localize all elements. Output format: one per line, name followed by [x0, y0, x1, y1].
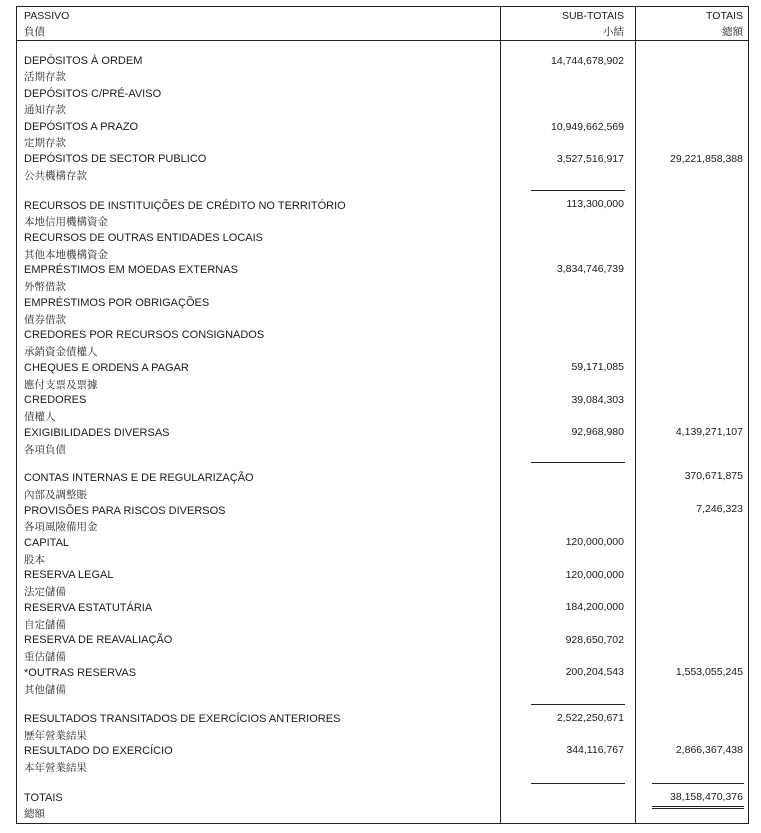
row-subtotal: 10,949,662,569 [551, 121, 624, 133]
subtotal-underline [531, 704, 625, 705]
row-label-zh: 歷年營業結果 [24, 730, 87, 742]
row-label: DEPÓSITOS DE SECTOR PUBLICO [24, 153, 207, 165]
row-label-zh: 總額 [24, 808, 45, 820]
row-total: 370,671,875 [684, 470, 743, 482]
row-label: DEPÓSITOS C/PRÉ-AVISO [24, 88, 162, 100]
row-label-zh: 法定儲備 [24, 586, 66, 598]
row-label-zh: 外幣借款 [24, 281, 66, 293]
row-total: 1,553,055,245 [675, 666, 743, 678]
header-passivo: PASSIVO [24, 10, 70, 22]
row-total: 38,158,470,376 [670, 791, 743, 803]
row-label-zh: 債券借款 [24, 314, 66, 326]
row-label: PROVISÕES PARA RISCOS DIVERSOS [24, 505, 226, 517]
row-label: RESERVA LEGAL [24, 569, 114, 581]
row-label: EXIGIBILIDADES DIVERSAS [24, 427, 170, 439]
row-subtotal: 344,116,767 [566, 744, 624, 756]
row-label: TOTAIS [24, 792, 63, 804]
total-double-underline [652, 806, 744, 807]
row-subtotal: 120,000,000 [565, 536, 624, 548]
row-subtotal: 59,171,085 [571, 361, 624, 373]
row-label: DEPÓSITOS A PRAZO [24, 121, 139, 133]
row-label: RESERVA DE REAVALIAÇÃO [24, 634, 173, 646]
row-subtotal: 113,300,000 [566, 198, 624, 210]
row-label-zh: 通知存款 [24, 104, 66, 116]
subtotal-underline [531, 462, 625, 463]
row-label-zh: 重估儲備 [24, 651, 66, 663]
row-subtotal: 200,204,543 [565, 666, 624, 678]
row-label: CHEQUES E ORDENS A PAGAR [24, 362, 189, 374]
row-label: EMPRÉSTIMOS POR OBRIGAÇÕES [24, 297, 210, 309]
row-subtotal: 3,834,746,739 [556, 263, 624, 275]
row-label-zh: 債權人 [24, 411, 56, 423]
row-total: 2,866,367,438 [675, 744, 743, 756]
row-label: CREDORES [24, 394, 87, 406]
row-subtotal: 14,744,678,902 [551, 55, 624, 67]
header-subtotais-zh: 小結 [603, 26, 624, 38]
row-subtotal: 92,968,980 [571, 426, 624, 438]
row-label: RECURSOS DE OUTRAS ENTIDADES LOCAIS [24, 232, 263, 244]
row-label-zh: 活期存款 [24, 71, 66, 83]
row-label: *OUTRAS RESERVAS [24, 667, 137, 679]
row-label-zh: 承銷資金債權人 [24, 346, 98, 358]
total-double-underline [652, 808, 744, 809]
column-divider-totals [635, 6, 636, 824]
row-label-zh: 本年營業結果 [24, 762, 87, 774]
row-label-zh: 其他儲備 [24, 684, 66, 696]
row-label-zh: 各項風險備用金 [24, 521, 98, 533]
row-label: RESULTADOS TRANSITADOS DE EXERCÍCIOS ANTERIORES [24, 713, 341, 725]
row-subtotal: 120,000,000 [565, 569, 624, 581]
row-label: RESERVA ESTATUTÁRIA [24, 602, 153, 614]
row-label: DEPÓSITOS À ORDEM [24, 55, 143, 67]
row-subtotal: 39,084,303 [571, 394, 624, 406]
row-total: 4,139,271,107 [675, 426, 743, 438]
row-total: 7,246,323 [696, 503, 743, 515]
row-label: RECURSOS DE INSTITUIÇÕES DE CRÉDITO NO TERRITÓRIO [24, 200, 346, 212]
row-subtotal: 2,522,250,671 [556, 712, 624, 724]
row-label-zh: 內部及調整賬 [24, 489, 87, 501]
row-subtotal: 3,527,516,917 [556, 153, 624, 165]
row-subtotal: 184,200,000 [565, 601, 624, 613]
row-label: CONTAS INTERNAS E DE REGULARIZAÇÃO [24, 472, 254, 484]
row-total: 29,221,858,388 [670, 153, 743, 165]
header-subtotais: SUB-TOTAIS [561, 10, 624, 22]
total-underline [652, 783, 744, 784]
column-divider-subtotals [500, 6, 501, 824]
header-rule [16, 40, 749, 41]
row-label: EMPRÉSTIMOS EM MOEDAS EXTERNAS [24, 264, 238, 276]
row-label-zh: 股本 [24, 554, 45, 566]
header-passivo-zh: 負債 [24, 26, 45, 38]
row-label-zh: 定期存款 [24, 137, 66, 149]
row-label: RESULTADO DO EXERCÍCIO [24, 745, 173, 757]
header-totais-zh: 總額 [722, 26, 743, 38]
row-label-zh: 自定儲備 [24, 619, 66, 631]
row-label: CAPITAL [24, 537, 70, 549]
row-label-zh: 應付支票及票據 [24, 379, 98, 391]
subtotal-underline [531, 783, 625, 784]
row-label: CREDORES POR RECURSOS CONSIGNADOS [24, 329, 265, 341]
row-label-zh: 其他本地機構資金 [24, 249, 108, 261]
row-subtotal: 928,650,702 [565, 634, 624, 646]
row-label-zh: 本地信用機構資金 [24, 216, 108, 228]
row-label-zh: 各項負債 [24, 444, 66, 456]
row-label-zh: 公共機構存款 [24, 170, 87, 182]
subtotal-underline [531, 190, 625, 191]
header-totais: TOTAIS [706, 10, 743, 22]
